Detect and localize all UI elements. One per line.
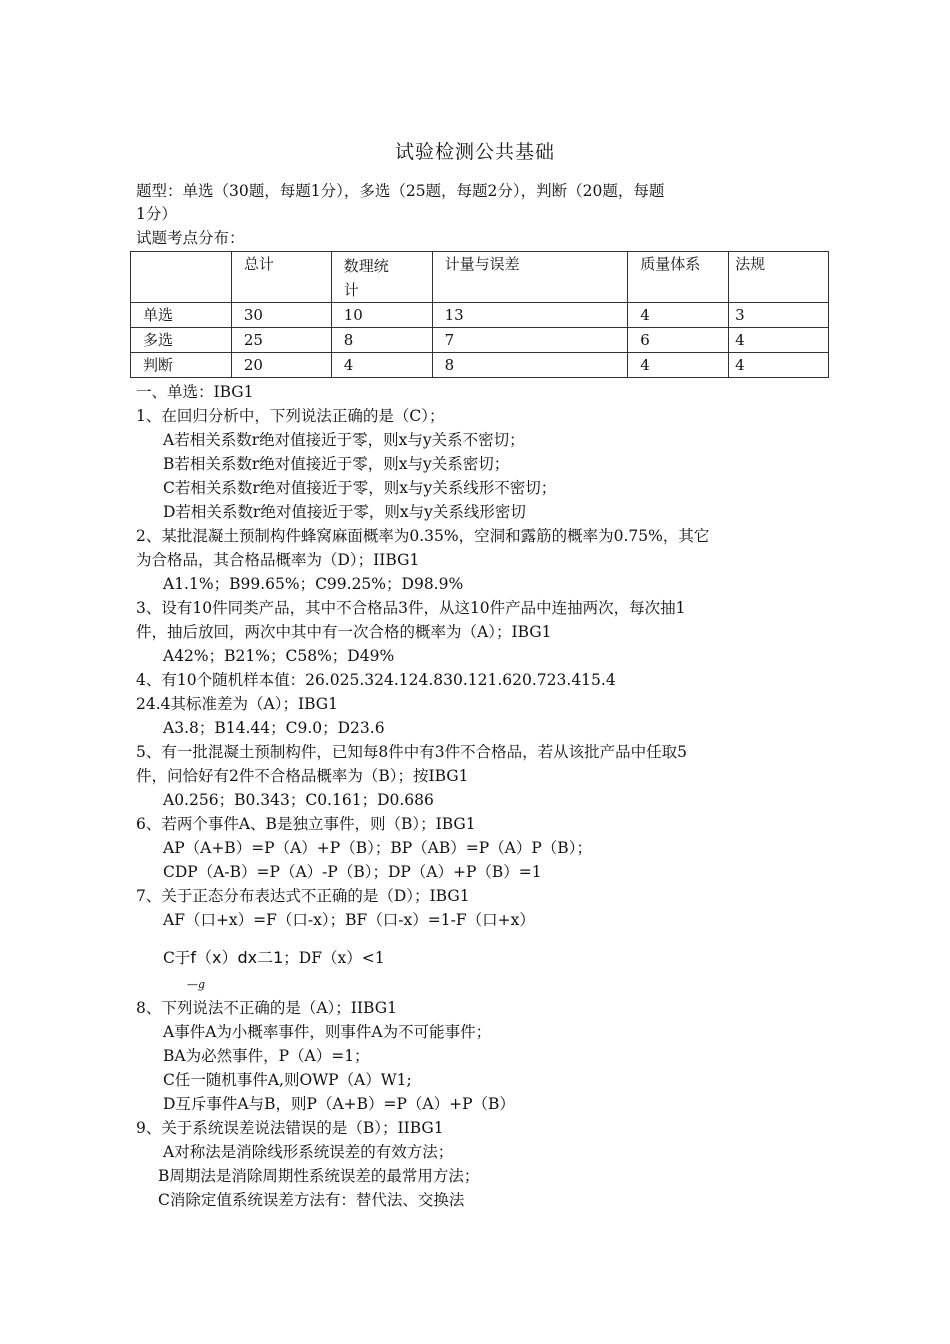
- table-cell: 单选: [131, 303, 232, 328]
- table-cell: 13: [432, 303, 628, 328]
- table-cell: 4: [628, 353, 729, 378]
- option-line: A事件A为小概率事件，则事件A为不可能事件；: [163, 1023, 492, 1041]
- question-text: 8、下列说法不正确的是（A）；IIBG1: [136, 999, 397, 1017]
- option-line: A42%；B21%；C58%；D49%: [163, 647, 395, 665]
- table-header-cell: 质量体系: [628, 252, 729, 303]
- formula-suffix: ；DF（x）<1: [283, 949, 385, 967]
- question-text: 件，问恰好有2件不合格品概率为（B）；按IBG1: [136, 767, 469, 785]
- distribution-table: [130, 251, 829, 378]
- table-cell: 30: [231, 303, 331, 328]
- table-cell: 3: [729, 303, 829, 328]
- formula-expression: f（x）dx二1: [190, 948, 284, 967]
- question-text: 9、关于系统误差说法错误的是（B）；IIBG1: [136, 1119, 444, 1137]
- table-cell: 4: [331, 353, 432, 378]
- table-row: [131, 303, 829, 328]
- table-cell: 4: [729, 328, 829, 353]
- option-line: A1.1%；B99.65%；C99.25%；D98.9%: [163, 575, 464, 593]
- question-types-line-1: 题型：单选（30题，每题1分），多选（25题，每题2分），判断（20题，每题: [136, 182, 665, 200]
- question-types-line-2: 1分）: [136, 205, 177, 223]
- question-text: 1、在回归分析中，下列说法正确的是（C）；: [136, 407, 445, 425]
- question-text: 7、关于正态分布表达式不正确的是（D）；IBG1: [136, 887, 470, 905]
- question-text: 6、若两个事件A、B是独立事件，则（B）；IBG1: [136, 815, 476, 833]
- question-text: 5、有一批混凝土预制构件，已知每8件中有3件不合格品，若从该批产品中任取5: [136, 743, 687, 761]
- formula-line: [163, 947, 385, 969]
- table-header-cell: 法规: [729, 252, 829, 303]
- option-line: A0.256；B0.343；C0.161；D0.686: [163, 791, 434, 809]
- question-text: 3、设有10件同类产品，其中不合格品3件，从这10件产品中连抽两次，每次抽1: [136, 599, 686, 617]
- question-text: 4、有10个随机样本值：26.025.324.124.830.121.620.723.415.4: [136, 671, 616, 689]
- question-text: 24.4其标准差为（A）；IBG1: [136, 695, 339, 713]
- table-cell: 8: [331, 328, 432, 353]
- table-cell: 4: [729, 353, 829, 378]
- table-cell: 7: [432, 328, 628, 353]
- table-cell: 20: [231, 353, 331, 378]
- question-text: 为合格品，其合格品概率为（D）；IIBG1: [136, 551, 420, 569]
- option-line: C若相关系数r绝对值接近于零，则x与y关系线形不密切；: [163, 479, 557, 497]
- option-line: D互斥事件A与B，则P（A+B）=P（A）+P（B）: [163, 1095, 515, 1113]
- option-line: C消除定值系统误差方法有：替代法、交换法: [158, 1191, 465, 1209]
- distribution-label: 试题考点分布：: [136, 229, 245, 247]
- option-line: A3.8；B14.44；C9.0；D23.6: [163, 719, 385, 737]
- table-cell: 4: [628, 303, 729, 328]
- table-cell: 多选: [131, 328, 232, 353]
- question-text: 2、某批混凝土预制构件蜂窝麻面概率为0.35%，空洞和露筋的概率为0.75%，其它: [136, 527, 710, 545]
- option-line: AF（口+x）=F（口-x）；BF（口-x）=1-F（口+x）: [163, 911, 535, 929]
- formula-subscript: —g: [187, 978, 206, 991]
- option-line: D若相关系数r绝对值接近于零，则x与y关系线形密切: [163, 503, 526, 521]
- table-cell: 6: [628, 328, 729, 353]
- section-heading: 一、单选：IBG1: [136, 383, 254, 401]
- table-cell: 判断: [131, 353, 232, 378]
- table-cell: 10: [331, 303, 432, 328]
- option-line: BA为必然事件，P（A）=1；: [163, 1047, 370, 1065]
- option-line: AP（A+B）=P（A）+P（B）；BP（AB）=P（A）P（B）；: [163, 839, 592, 857]
- table-header-cell: 总计: [231, 252, 331, 303]
- table-header-row: [131, 252, 829, 303]
- table-row: [131, 328, 829, 353]
- option-line: A对称法是消除线形系统误差的有效方法；: [163, 1143, 454, 1161]
- page-title: 试验检测公共基础: [394, 141, 555, 163]
- table-header-cell: 计量与误差: [432, 252, 628, 303]
- table-header-cell: 数理统计: [331, 252, 432, 303]
- table-cell: 8: [432, 353, 628, 378]
- option-line: A若相关系数r绝对值接近于零，则x与y关系不密切；: [163, 431, 525, 449]
- table-cell: 25: [231, 328, 331, 353]
- table-header-cell: [131, 252, 232, 303]
- option-line: CDP（A-B）=P（A）-P（B）；DP（A）+P（B）=1: [163, 863, 542, 881]
- option-line: B周期法是消除周期性系统误差的最常用方法；: [158, 1167, 480, 1185]
- formula-prefix: C于: [163, 949, 191, 967]
- option-line: B若相关系数r绝对值接近于零，则x与y关系密切；: [163, 455, 510, 473]
- question-text: 件，抽后放回，两次中其中有一次合格的概率为（A）；IBG1: [136, 623, 552, 641]
- table-row: [131, 353, 829, 378]
- option-line: C任一随机事件A,则OWP（A）W1;: [163, 1071, 412, 1089]
